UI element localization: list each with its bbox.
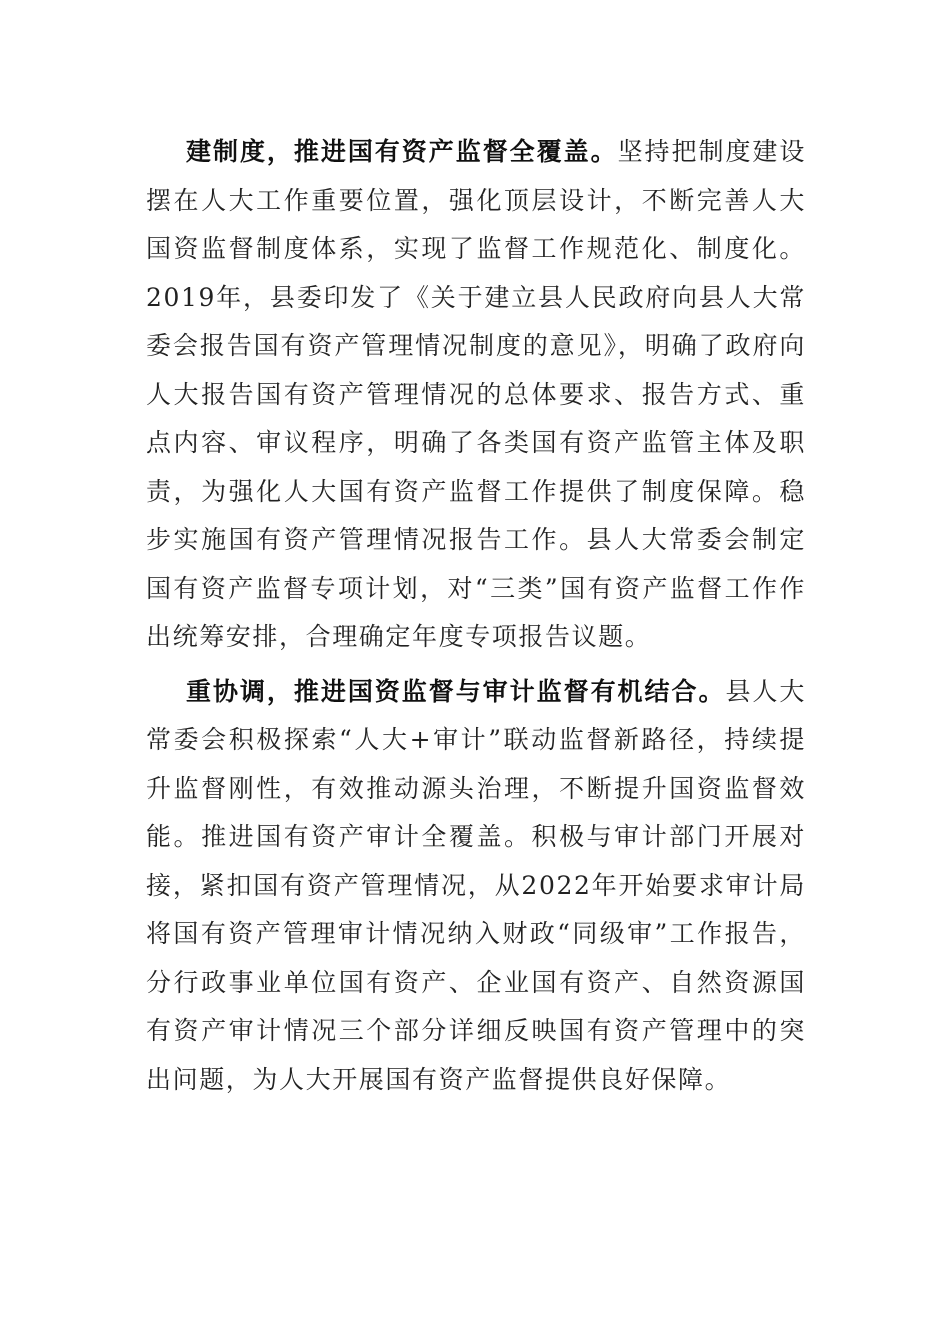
paragraph-system-building: [146, 128, 806, 662]
paragraph-body-text: 县人大常委会积极探索“人大+审计”联动监督新路径，持续提升监督刚性，有效推动源头治理，不断提升国资监督效能。推进国有资产审计全覆盖。积极与审计部门开展对接，紧扣国有资产管理情况，从2022年开始要求审计局将国有资产管理审计情况纳入财政“同级审”工作报告，分行政事业单位国有资产、企业国有资产、自然资源国有资产审计情况三个部分详细反映国有资产管理中的突出问题，为人大开展国有资产监督提供良好保障。: [146, 676, 806, 1094]
document-body: [146, 128, 806, 1110]
paragraph-coordination: [146, 668, 806, 1105]
paragraph-lead-heading: 建制度，推进国有资产监督全覆盖。: [186, 137, 618, 166]
paragraph-body-text: 坚持把制度建设摆在人大工作重要位置，强化顶层设计，不断完善人大国资监督制度体系，实现了监督工作规范化、制度化。2019年，县委印发了《关于建立县人民政府向县人大常委会报告国有资产管理情况制度的意见》，明确了政府向人大报告国有资产管理情况的总体要求、报告方式、重点内容、审议程序，明确了各类国有资产监管主体及职责，为强化人大国有资产监督工作提供了制度保障。稳步实施国有资产管理情况报告工作。县人大常委会制定国有资产监督专项计划，对“三类”国有资产监督工作作出统筹安排，合理确定年度专项报告议题。: [146, 137, 806, 651]
paragraph-lead-heading: 重协调，推进国资监督与审计监督有机结合。: [186, 676, 726, 706]
